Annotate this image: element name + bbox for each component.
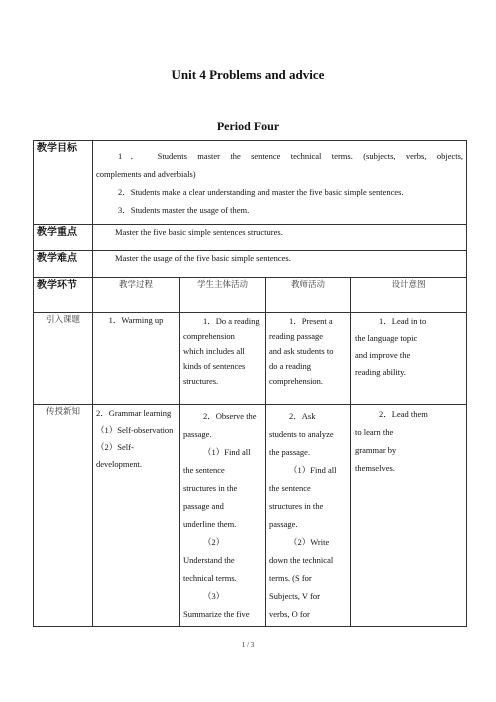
grammar-student-line: passage and [183, 501, 224, 511]
grammar-student-line: passage. [183, 429, 212, 439]
steps-label: 教学环节 [34, 278, 93, 313]
difficulties-text: Master the usage of the five basic simple sentences. [93, 251, 467, 278]
grammar-teacher-line: 2．Ask [289, 411, 316, 421]
grammar-teacher-line: students to analyze [269, 429, 334, 439]
grammar-teacher-line: structures in the [269, 501, 324, 511]
warmup-teacher-line: and ask students to [269, 346, 334, 356]
period-title: Period Four [216, 119, 280, 133]
key-points-text: Master the five basic simple sentences structures. [93, 225, 467, 251]
warmup-student-line: structures. [183, 376, 219, 386]
warmup-intent-line: reading ability. [355, 367, 406, 377]
warmup-teacher-line: reading passage [269, 331, 324, 341]
goal-2: 2．Students make a clear understanding and master the five basic simple sentences. [118, 187, 404, 197]
grammar-teacher-line: terms. (S for [269, 573, 312, 583]
grammar-intent [351, 405, 467, 627]
grammar-student-line: underline them. [183, 519, 237, 529]
goals-row [34, 141, 467, 225]
difficulties-label: 教学难点 [34, 251, 93, 278]
grammar-student-line: （1）Find all [203, 447, 251, 457]
goal-1: 1． Students master the sentence technical terms. (subjects, verbs, objects, [118, 151, 464, 161]
warmup-process: 1．Warming up [93, 313, 180, 405]
warmup-label: 引入课题 [34, 313, 93, 405]
grammar-student-line: structures in the [183, 483, 238, 493]
document-title: Unit 4 Problems and advice [171, 67, 325, 82]
grammar-teacher-line: Subjects, V for [269, 591, 320, 601]
grammar-intent-line: to learn the [355, 427, 394, 437]
col-process: 教学过程 [93, 278, 180, 313]
grammar-student-line: （3） [203, 591, 225, 601]
grammar-intent-line: 2．Lead them [379, 409, 428, 419]
new-knowledge-row [34, 405, 467, 627]
warmup-intent-line: 1．Lead in to [379, 316, 427, 326]
warmup-student [180, 313, 266, 405]
grammar-teacher-line: （2）Write [289, 537, 330, 547]
warmup-intent-line: the language topic [355, 333, 418, 343]
warmup-teacher-line: comprehension. [269, 376, 324, 386]
lesson-plan-table [33, 140, 467, 627]
warmup-student-line: 1．Do a reading [203, 316, 260, 326]
page-number: 1 / 3 [241, 641, 255, 649]
steps-header-row [34, 278, 467, 313]
grammar-process [93, 405, 180, 627]
warmup-teacher-line: 1．Present a [289, 316, 333, 326]
difficulties-row [34, 251, 467, 278]
grammar-teacher-line: （1）Find all [289, 465, 337, 475]
grammar-student-line: Understand the [183, 555, 235, 565]
warmup-student-line: kinds of sentences [183, 361, 246, 371]
key-points-label: 教学重点 [34, 225, 93, 251]
grammar-process-line: 2．Grammar learning [96, 408, 172, 418]
warmup-student-line: which includes all [183, 346, 245, 356]
warmup-teacher-line: do a reading [269, 361, 312, 371]
grammar-process-line: （2）Self-development. [96, 442, 143, 469]
key-points-row [34, 225, 467, 251]
grammar-teacher-line: passage. [269, 519, 298, 529]
grammar-student-line: Summarize the five [183, 609, 250, 619]
grammar-intent-line: grammar by [355, 445, 397, 455]
warmup-row [34, 313, 467, 405]
grammar-teacher [266, 405, 351, 627]
warmup-intent [351, 313, 467, 405]
goals-label: 教学目标 [34, 141, 93, 225]
warmup-teacher [266, 313, 351, 405]
grammar-teacher-line: the passage. [269, 447, 311, 457]
goal-1-cont: complements and adverbials) [96, 169, 196, 179]
grammar-student-line: the sentence [183, 465, 225, 475]
grammar-student-line: technical terms. [183, 573, 237, 583]
new-knowledge-label: 传授新知 [34, 405, 93, 627]
col-intent: 设计意图 [351, 278, 467, 313]
grammar-student [180, 405, 266, 627]
goals-content [93, 141, 467, 225]
grammar-student-line: 2．Observe the [203, 411, 257, 421]
warmup-student-line: comprehension [183, 331, 235, 341]
grammar-process-line: （1）Self-observation [96, 425, 174, 435]
col-student: 学生主体活动 [180, 278, 266, 313]
grammar-teacher-line: the sentence [269, 483, 311, 493]
goal-3: 3．Students master the usage of them. [118, 205, 250, 215]
grammar-intent-line: themselves. [355, 463, 395, 473]
grammar-teacher-line: down the technical [269, 555, 334, 565]
grammar-student-line: （2） [203, 537, 225, 547]
col-teacher: 教师活动 [266, 278, 351, 313]
grammar-teacher-line: verbs, O for [269, 609, 310, 619]
warmup-intent-line: and improve the [355, 350, 411, 360]
